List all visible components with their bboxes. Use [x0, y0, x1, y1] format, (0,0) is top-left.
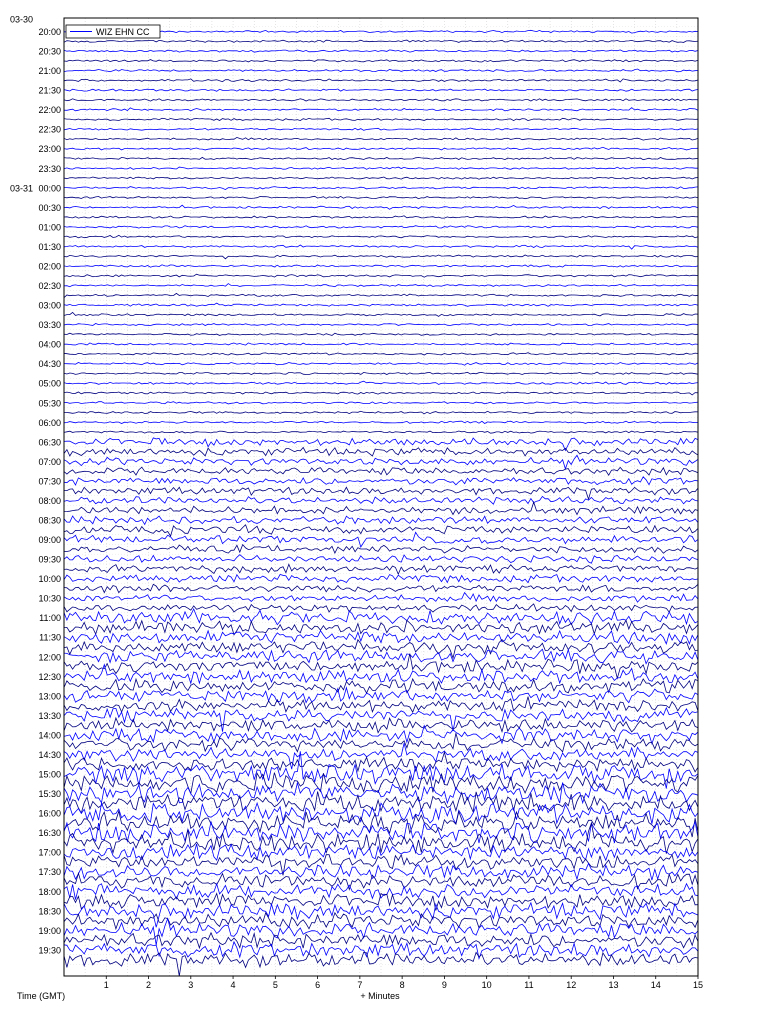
x-tick-label: 8	[399, 980, 405, 990]
seismic-trace	[64, 226, 698, 228]
y-tick-label: 05:00	[38, 378, 61, 389]
y-tick-label: 16:00	[38, 808, 61, 819]
y-tick-label: 02:30	[38, 281, 61, 292]
y-tick-label: 08:00	[38, 495, 61, 506]
seismic-trace	[64, 363, 698, 366]
y-date-label: 03-30	[10, 14, 34, 25]
y-tick-label: 07:00	[38, 456, 61, 467]
y-tick-label: 10:30	[38, 593, 61, 604]
seismic-trace	[64, 343, 698, 345]
x-tick-label: 3	[188, 980, 194, 990]
y-tick-label: 23:00	[38, 144, 61, 155]
y-tick-label: 02:00	[38, 261, 61, 272]
y-tick-label: 00:30	[38, 202, 61, 213]
y-tick-label: 17:00	[38, 847, 61, 858]
y-axis-label: Time (GMT)	[17, 991, 66, 1001]
y-tick-label: 03:00	[38, 300, 61, 311]
x-tick-label: 1	[103, 980, 109, 990]
seismic-trace	[64, 448, 698, 457]
y-tick-label: 14:00	[38, 730, 61, 741]
y-tick-label: 01:30	[38, 241, 61, 252]
x-tick-label: 13	[608, 980, 619, 990]
y-tick-label: 13:30	[38, 710, 61, 721]
seismic-trace	[64, 545, 698, 554]
seismic-trace	[64, 894, 698, 911]
y-tick-label: 03:30	[38, 320, 61, 331]
seismic-trace	[64, 631, 698, 644]
y-tick-label: 21:30	[38, 85, 61, 96]
legend	[66, 25, 160, 38]
seismic-trace	[64, 564, 698, 574]
x-tick-label: 2	[146, 980, 152, 990]
y-tick-label: 07:30	[38, 476, 61, 487]
y-tick-label: 17:30	[38, 867, 61, 878]
y-tick-label: 20:00	[38, 27, 61, 37]
seismic-trace	[64, 811, 698, 837]
seismic-trace	[64, 177, 698, 179]
y-tick-label: 06:30	[38, 437, 61, 448]
seismic-trace	[64, 942, 698, 959]
y-tick-label: 12:30	[38, 671, 61, 682]
y-tick-label: 05:30	[38, 398, 61, 409]
x-tick-label: 12	[566, 980, 577, 990]
y-tick-label: 18:00	[38, 886, 61, 897]
x-tick-label: 9	[441, 980, 447, 990]
y-date-label: 03-31	[10, 183, 34, 194]
seismic-trace	[64, 665, 698, 684]
y-tick-label: 22:30	[38, 124, 61, 135]
legend-label: WIZ EHN CC	[96, 27, 150, 37]
y-tick-label: 06:00	[38, 417, 61, 428]
y-tick-label: 18:30	[38, 906, 61, 917]
seismic-trace	[64, 265, 698, 267]
y-tick-label: 11:30	[39, 632, 61, 643]
y-tick-label: 14:30	[38, 749, 61, 760]
y-tick-label: 20:30	[38, 46, 61, 57]
y-tick-label: 21:00	[38, 66, 61, 77]
seismic-trace	[64, 118, 698, 120]
y-tick-label: 19:30	[38, 945, 61, 956]
seismic-trace	[64, 324, 698, 326]
y-tick-label: 04:00	[38, 339, 61, 350]
y-tick-label: 09:00	[38, 535, 61, 546]
x-axis-label: + Minutes	[360, 991, 400, 1001]
y-tick-label: 08:30	[38, 515, 61, 526]
seismic-trace	[64, 438, 698, 451]
x-tick-label: 4	[230, 980, 236, 990]
seismic-trace	[64, 604, 698, 612]
x-tick-label: 5	[272, 980, 278, 990]
seismic-trace	[64, 575, 698, 583]
y-tick-label: 19:00	[38, 925, 61, 936]
seismic-trace	[64, 137, 698, 140]
x-tick-label: 10	[481, 980, 492, 990]
y-tick-labels	[10, 15, 61, 956]
x-tick-label: 11	[524, 980, 534, 990]
y-tick-label: 23:30	[38, 163, 61, 174]
y-tick-label: 15:00	[38, 769, 61, 780]
y-tick-label: 22:00	[38, 105, 61, 116]
y-tick-label: 15:30	[38, 789, 61, 800]
y-tick-label: 00:00	[38, 183, 61, 194]
y-tick-label: 04:30	[38, 359, 61, 370]
y-tick-label: 16:30	[38, 828, 61, 839]
x-tick-label: 15	[692, 980, 704, 990]
y-tick-label: 09:30	[38, 554, 61, 565]
y-tick-label: 01:00	[38, 222, 61, 233]
seismic-trace	[64, 792, 698, 814]
y-tick-label: 10:00	[38, 574, 61, 585]
x-tick-label: 7	[357, 980, 363, 990]
seismic-trace	[64, 245, 698, 249]
seismic-trace	[64, 726, 698, 744]
x-tick-label: 14	[650, 980, 661, 990]
y-tick-label: 13:00	[38, 691, 61, 702]
y-tick-label: 11:00	[39, 613, 61, 624]
seismic-trace	[64, 496, 698, 504]
seismic-trace	[64, 688, 698, 703]
y-tick-label: 12:00	[38, 652, 61, 663]
x-tick-labels	[104, 976, 703, 990]
seismic-trace	[64, 516, 698, 524]
x-tick-label: 6	[315, 980, 321, 990]
